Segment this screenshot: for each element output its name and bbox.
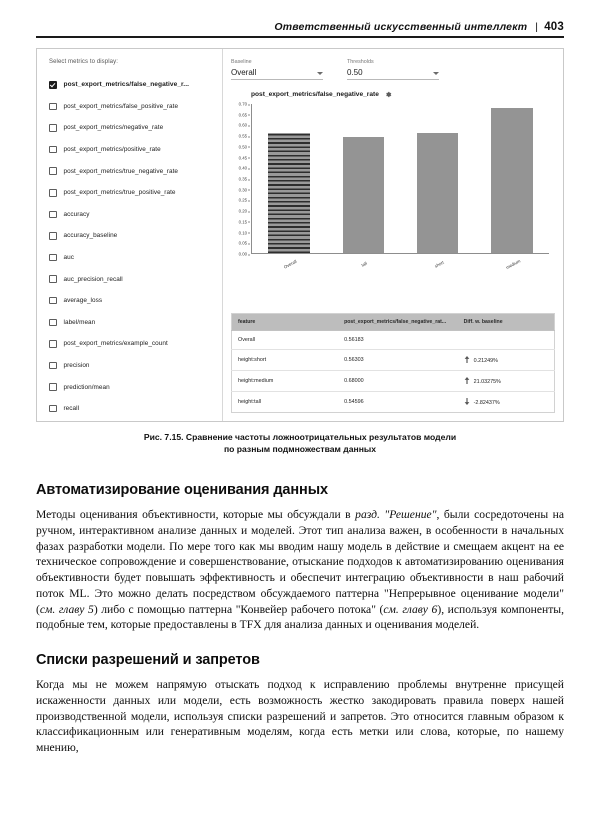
checkbox-icon[interactable] <box>49 232 57 240</box>
x-axis-tick-label: Overall <box>282 258 298 270</box>
metric-label: average_loss <box>63 297 103 305</box>
thresholds-control[interactable] <box>347 59 439 80</box>
emphasized-text: см. главу 6 <box>383 602 438 616</box>
cell-feature: height:medium <box>232 371 339 392</box>
body-text: Методы оценивания объективности, которые мы обсуждали в <box>36 508 356 521</box>
checkbox-icon[interactable] <box>49 405 57 413</box>
metric-label: post_export_metrics/false_positive_rate <box>63 102 179 110</box>
metric-checkbox-row[interactable] <box>49 139 214 161</box>
table-row[interactable] <box>232 350 555 371</box>
visualization-panel <box>223 49 563 421</box>
metric-checkbox-row[interactable] <box>49 247 214 269</box>
column-header-metric[interactable]: post_export_metrics/false_negative_rat... <box>338 314 458 331</box>
checkbox-icon[interactable] <box>49 189 57 197</box>
diff-value: 0.21249% <box>473 358 498 364</box>
baseline-label: Baseline <box>231 59 252 65</box>
chart-bar[interactable] <box>268 133 310 253</box>
body-text: ), используя компоненты, подобные тем, которые предоставлены в TFX для анализа данных и оценивания моделей. <box>36 602 564 632</box>
metric-label: post_export_metrics/false_negative_r... <box>63 81 189 89</box>
metric-label: accuracy_baseline <box>63 232 118 240</box>
cell-metric-value: 0.54596 <box>344 399 364 405</box>
checkbox-icon[interactable] <box>49 167 57 175</box>
page-number: 403 <box>544 21 564 33</box>
metric-label: label/mean <box>63 318 96 326</box>
cell-metric-value: 0.56183 <box>338 331 458 350</box>
y-axis-tick: 0.35 <box>238 176 247 182</box>
x-axis-tick-label: medium <box>504 258 522 271</box>
running-head-separator: | <box>535 21 539 33</box>
chevron-down-icon <box>317 72 323 75</box>
y-axis-tick: 0.15 <box>238 219 247 225</box>
metric-label: post_export_metrics/true_negative_rate <box>63 167 179 175</box>
y-axis-tick: 0.45 <box>238 155 247 161</box>
x-axis-tick-label: short <box>433 259 445 269</box>
metric-label: post_export_metrics/positive_rate <box>63 146 161 154</box>
y-axis-tick: 0.00 <box>238 251 247 257</box>
y-axis-tick: 0.55 <box>238 133 247 139</box>
table-row[interactable] <box>232 392 555 413</box>
body-text: , были сосредоточены на ручном, интерактивном анализе данных и моделей. Этот тип анализа важен, в особенности в начальных фазах разработки модели. По мере того как мы вводим нашу модель в действие и смещаем акцент на ее техническое сопровождение и совершенствование, отыскание подходов к автоматизированию оценивания объективности будет повышать эффективность и обеспечит интеграцию объективности в наш рабочий поток ML. Это можно делать посредством обсуждаемого паттерна "Непрерывное оценивание модели" ( <box>36 508 565 616</box>
body-text: Когда мы не можем напрямую отыскать подход к исправлению проблемы внутренне присущей искаженности данных или модели, есть возможность жестко закодировать правила поверх нашей производственной модели, используя списки разрешений и запретов. Это относится главным образом к классификационным или генеративным моделям, когда есть метки или слова, которые, по нашему мнению, <box>36 678 564 755</box>
y-axis-tick: 0.25 <box>238 197 247 203</box>
checkbox-icon[interactable] <box>49 146 57 154</box>
caption-line-2: по разным подмножествам данных <box>223 444 377 455</box>
chart-plot-area <box>251 104 549 271</box>
y-axis-tick: 0.60 <box>238 122 247 128</box>
body-text: ) либо с помощью паттерна "Конвейер рабочего потока" ( <box>93 602 384 616</box>
arrow-down-icon <box>464 398 470 405</box>
checkbox-icon[interactable] <box>49 297 57 305</box>
bar-slot <box>326 104 400 268</box>
table-row[interactable] <box>232 331 555 350</box>
checkbox-icon[interactable] <box>49 254 57 262</box>
y-axis-tick: 0.05 <box>238 240 247 246</box>
metric-label: accuracy <box>63 210 90 218</box>
x-axis-tick-label: tall <box>360 260 369 268</box>
metric-checkbox-row[interactable] <box>49 160 214 182</box>
figure-caption <box>36 431 564 456</box>
chart-controls <box>223 49 563 80</box>
metric-checkbox-row[interactable] <box>49 376 214 398</box>
table-row[interactable] <box>232 371 555 392</box>
chart-header <box>251 91 563 98</box>
bar-slot <box>401 104 475 269</box>
cell-diff-baseline <box>458 371 555 392</box>
y-axis-tick: 0.40 <box>238 165 247 171</box>
chart-bar[interactable] <box>491 108 533 253</box>
baseline-control[interactable] <box>231 59 323 80</box>
arrow-up-icon <box>464 377 470 384</box>
table-header-row <box>232 314 555 331</box>
section-paragraph-automation <box>36 507 564 633</box>
column-header-feature[interactable]: feature <box>232 314 339 331</box>
table-body <box>232 331 555 413</box>
arrow-up-icon <box>464 356 470 363</box>
metric-checkbox-row[interactable] <box>49 96 214 118</box>
metric-label: auc_precision_recall <box>63 275 123 283</box>
running-head-text <box>274 21 564 33</box>
metrics-table <box>231 313 555 413</box>
metric-checkbox-row[interactable] <box>49 333 214 355</box>
metric-checkbox-row[interactable] <box>49 225 214 247</box>
cell-metric-value: 0.68000 <box>338 371 458 392</box>
metric-checkbox-row[interactable] <box>49 74 214 96</box>
column-header-diff[interactable]: Diff. w. baseline <box>458 314 555 331</box>
cell-metric-value: 0.56303 <box>338 350 458 371</box>
metric-checkbox-row[interactable] <box>49 290 214 312</box>
thresholds-value: 0.50 <box>347 68 363 77</box>
caption-line-1: Рис. 7.15. Сравнение частоты ложноотрицательных результатов модели <box>143 432 457 442</box>
checkbox-icon[interactable] <box>49 383 57 391</box>
chart-y-axis <box>229 101 249 257</box>
emphasized-text: разд. "Решение" <box>355 508 437 521</box>
thresholds-label: Thresholds <box>347 59 374 65</box>
chart-bar[interactable] <box>343 137 385 253</box>
cell-feature: Overall <box>232 331 339 350</box>
metric-checkbox-row[interactable] <box>49 204 214 226</box>
body-content <box>36 482 564 756</box>
y-axis-tick: 0.70 <box>238 101 247 107</box>
metric-label: recall <box>63 405 80 413</box>
running-head-title: Ответственный искусственный интеллект <box>274 21 528 33</box>
y-axis-tick: 0.20 <box>238 208 247 214</box>
page-running-head <box>36 14 564 38</box>
baseline-select[interactable] <box>231 68 323 80</box>
metric-label: auc <box>63 254 74 262</box>
gear-icon[interactable] <box>385 91 392 98</box>
baseline-value: Overall <box>231 68 257 77</box>
bar-chart <box>229 102 553 270</box>
header-rule <box>36 36 564 38</box>
diff-value: -2.82437% <box>473 400 500 406</box>
metrics-panel-title: Select metrics to display: <box>49 59 118 65</box>
section-heading-allowlists: Списки разрешений и запретов <box>36 652 260 669</box>
metric-label: precision <box>63 362 90 370</box>
cell-diff-baseline <box>458 350 555 371</box>
metric-label: prediction/mean <box>63 383 110 391</box>
checkbox-icon[interactable] <box>49 340 57 348</box>
metric-label: post_export_metrics/negative_rate <box>63 124 164 132</box>
cell-feature: height:tall <box>238 399 262 405</box>
diff-value: 21.03275% <box>473 379 501 385</box>
metric-checkbox-row[interactable] <box>49 355 214 377</box>
metrics-selection-panel <box>37 49 223 421</box>
cell-diff-baseline <box>458 392 555 413</box>
chart-bar[interactable] <box>417 133 459 253</box>
y-axis-tick: 0.50 <box>238 144 247 150</box>
figure-screenshot <box>36 48 564 422</box>
thresholds-select[interactable] <box>347 68 439 80</box>
metrics-checkbox-list <box>49 74 214 420</box>
y-axis-tick: 0.10 <box>238 230 247 236</box>
checkbox-icon[interactable] <box>49 211 57 219</box>
checkbox-icon[interactable] <box>49 124 57 132</box>
y-axis-tick: 0.30 <box>238 187 247 193</box>
metric-label: post_export_metrics/true_positive_rate <box>63 189 176 197</box>
metric-checkbox-row[interactable] <box>49 117 214 139</box>
bar-slot <box>252 104 326 270</box>
checkbox-icon[interactable] <box>49 362 57 370</box>
metric-checkbox-row[interactable] <box>49 182 214 204</box>
cell-diff-baseline <box>458 331 555 350</box>
metric-label: post_export_metrics/example_count <box>63 340 168 348</box>
metric-checkbox-row[interactable] <box>49 268 214 290</box>
chart-title: post_export_metrics/false_negative_rate <box>251 91 379 98</box>
metric-checkbox-row[interactable] <box>49 398 214 420</box>
checkbox-icon[interactable] <box>49 275 57 283</box>
checkbox-checked-icon[interactable] <box>49 81 57 89</box>
y-axis-tick: 0.65 <box>238 112 247 118</box>
checkbox-icon[interactable] <box>49 319 57 327</box>
emphasized-text: см. главу 5 <box>39 602 94 616</box>
metric-checkbox-row[interactable] <box>49 312 214 334</box>
bar-slot <box>475 104 549 271</box>
section-heading-automation: Автоматизирование оценивания данных <box>36 482 328 498</box>
section-paragraph-allowlists <box>36 677 564 756</box>
cell-feature: height:short <box>232 350 339 371</box>
chevron-down-icon <box>433 72 439 75</box>
checkbox-icon[interactable] <box>49 103 57 111</box>
